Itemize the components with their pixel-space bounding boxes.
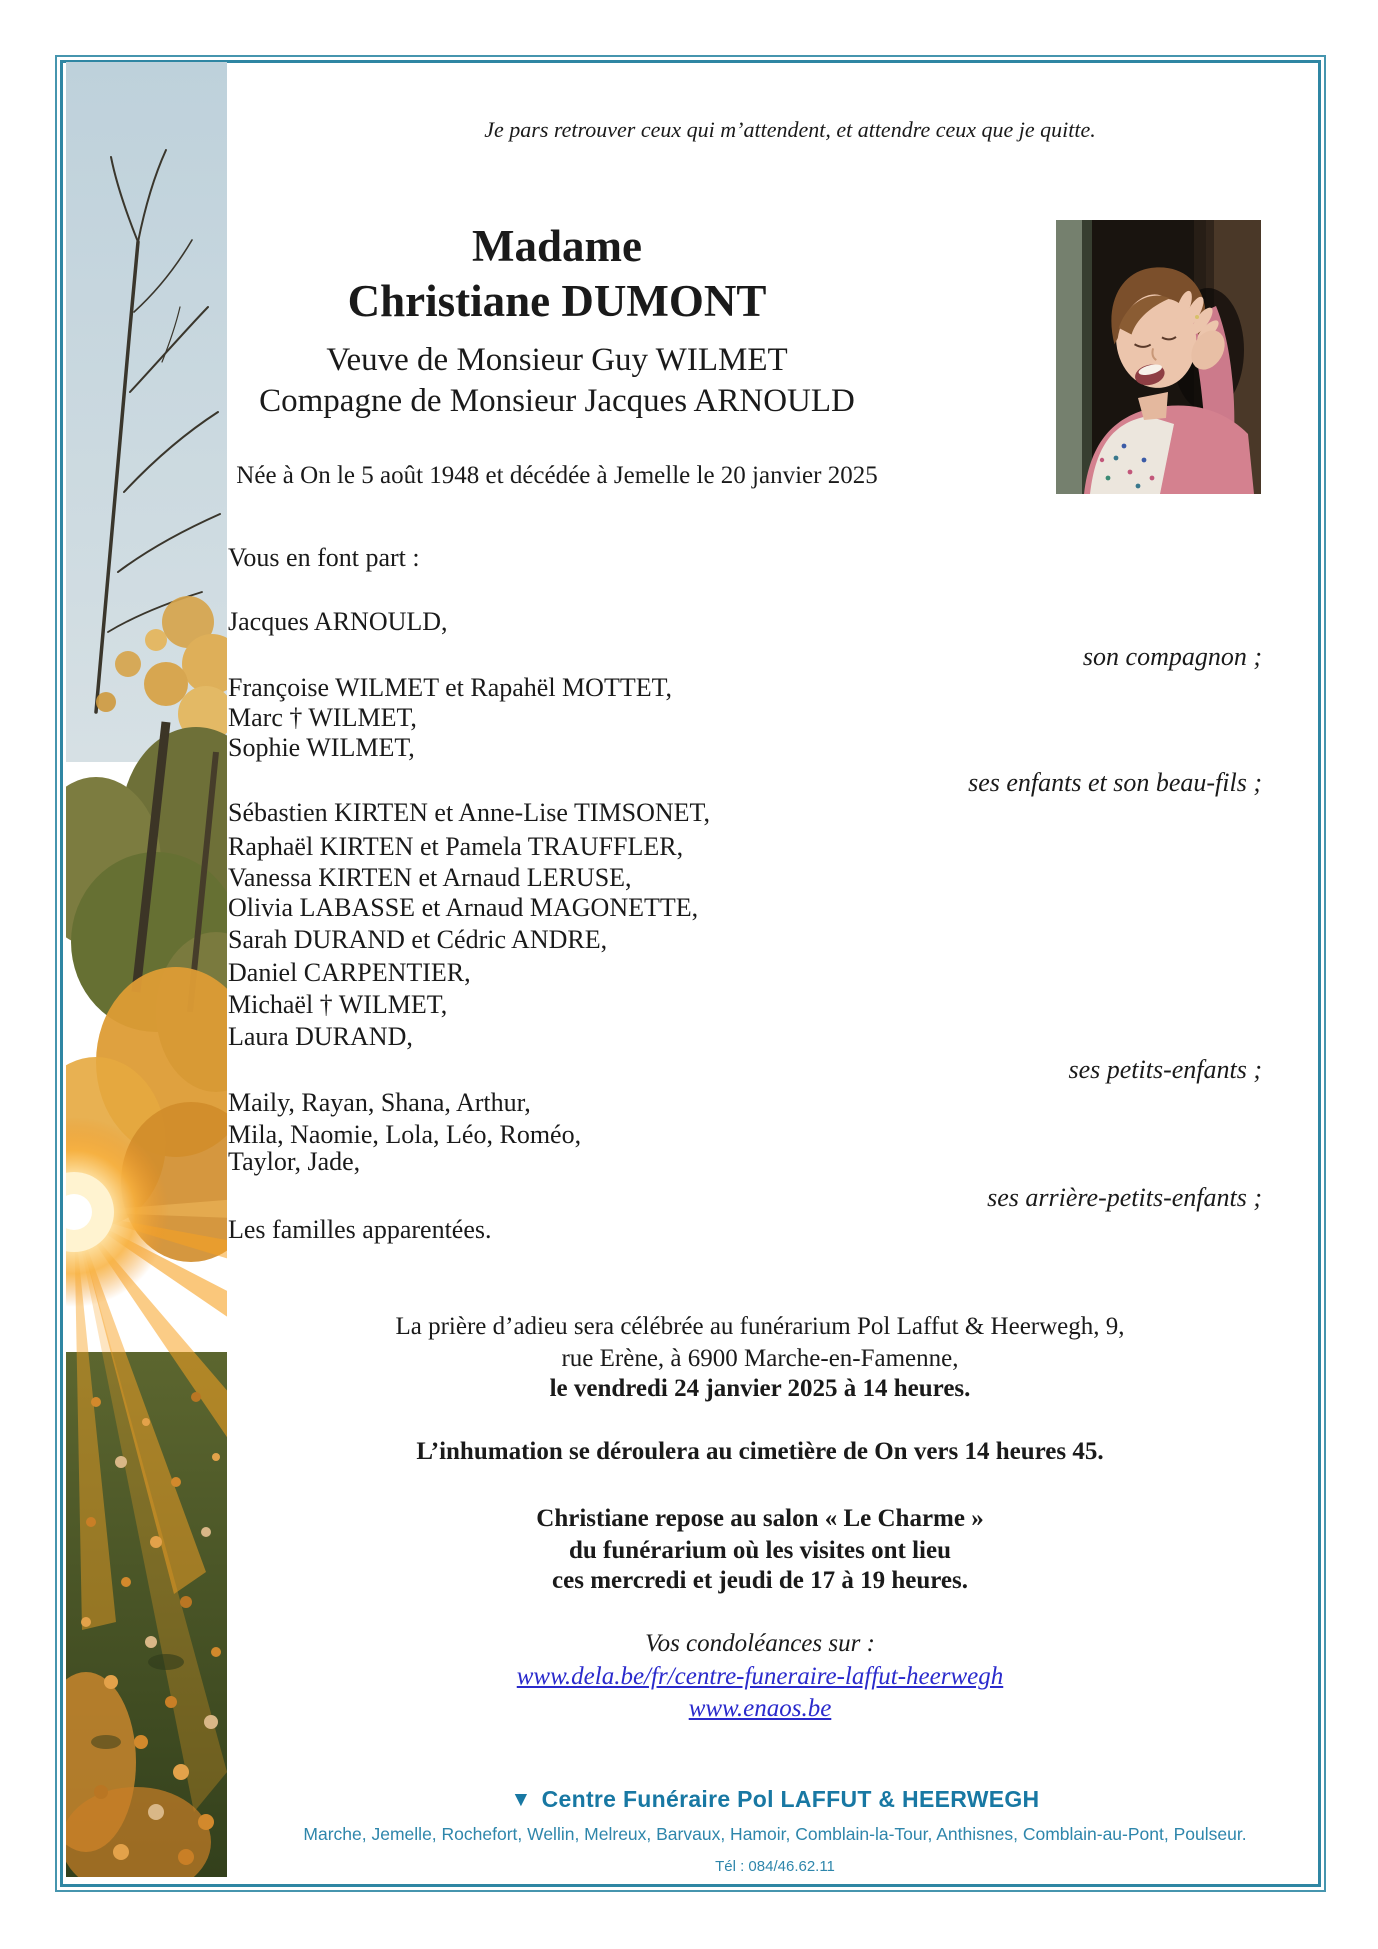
epitaph-quote: Je pars retrouver ceux qui m’attendent, et attendre ceux que je quitte. xyxy=(484,117,1096,142)
family-name: Maily, Rayan, Shana, Arthur, xyxy=(228,1088,531,1117)
funeral-home-phone: Tél : 084/46.62.11 xyxy=(715,1858,835,1875)
condolences-label: Vos condoléances sur : xyxy=(645,1630,875,1657)
family-name: Marc † WILMET, xyxy=(228,703,417,732)
family-name: Françoise WILMET et Rapahël MOTTET, xyxy=(228,673,673,702)
family-name: Sébastien KIRTEN et Anne-Lise TIMSONET, xyxy=(228,798,711,827)
family-name: Vanessa KIRTEN et Arnaud LERUSE, xyxy=(228,863,632,892)
portrait-illustration xyxy=(1056,220,1261,494)
condolences-link-wrap xyxy=(230,1695,1290,1724)
funeral-home-locations: Marche, Jemelle, Rochefort, Wellin, Melreux, Barvaux, Hamoir, Comblain-la-Tour, Anthisnes, Comblain-au-Pont, Poulseur. xyxy=(303,1824,1247,1844)
subtitle-companion: Compagne de Monsieur Jacques ARNOULD xyxy=(259,383,855,419)
family-name: Mila, Naomie, Lola, Léo, Roméo, xyxy=(228,1120,582,1149)
visits-line1: Christiane repose au salon « Le Charme » xyxy=(536,1505,984,1532)
family-name: Jacques ARNOULD, xyxy=(228,607,448,636)
autumn-photo-strip xyxy=(66,62,227,1877)
family-name: Sophie WILMET, xyxy=(228,733,415,762)
ceremony-datetime: le vendredi 24 janvier 2025 à 14 heures. xyxy=(549,1375,971,1402)
relation-label: ses arrière-petits-enfants ; xyxy=(987,1183,1262,1212)
relation-label: ses enfants et son beau-fils ; xyxy=(968,768,1262,797)
autumn-scene-illustration xyxy=(66,62,227,1877)
family-closing: Les familles apparentées. xyxy=(228,1215,492,1244)
funeral-home-name xyxy=(230,1786,1320,1813)
title-madame: Madame xyxy=(472,221,642,271)
relation-label: ses petits-enfants ; xyxy=(1068,1055,1262,1084)
birth-death-dates: Née à On le 5 août 1948 et décédée à Jemelle le 20 janvier 2025 xyxy=(236,462,878,489)
subtitle-widow: Veuve de Monsieur Guy WILMET xyxy=(326,342,788,378)
ceremony-line2: rue Erène, à 6900 Marche-en-Famenne, xyxy=(561,1345,959,1372)
announcement-intro: Vous en font part : xyxy=(228,543,420,572)
visits-line2: du funérarium où les visites ont lieu xyxy=(569,1537,951,1564)
family-name: Taylor, Jade, xyxy=(228,1147,361,1176)
burial-info: L’inhumation se déroulera au cimetière de On vers 14 heures 45. xyxy=(416,1438,1104,1465)
funeral-home-label: Centre Funéraire Pol LAFFUT & HEERWEGH xyxy=(541,1786,1040,1812)
ceremony-line1: La prière d’adieu sera célébrée au funérarium Pol Laffut & Heerwegh, 9, xyxy=(395,1313,1125,1340)
family-name: Sarah DURAND et Cédric ANDRE, xyxy=(228,925,608,954)
condolences-link-dela[interactable]: www.dela.be/fr/centre-funeraire-laffut-heerwegh xyxy=(516,1663,1004,1690)
deceased-name: Christiane DUMONT xyxy=(347,276,767,326)
condolences-link-wrap xyxy=(230,1663,1290,1692)
family-name: Laura DURAND, xyxy=(228,1022,413,1051)
relation-label: son compagnon ; xyxy=(1082,642,1262,671)
portrait-photo xyxy=(1056,220,1261,494)
visits-line3: ces mercredi et jeudi de 17 à 19 heures. xyxy=(552,1567,968,1594)
family-name: Michaël † WILMET, xyxy=(228,990,448,1019)
condolences-link-enaos[interactable]: www.enaos.be xyxy=(688,1695,832,1722)
family-name: Olivia LABASSE et Arnaud MAGONETTE, xyxy=(228,893,699,922)
family-name: Daniel CARPENTIER, xyxy=(228,958,471,987)
triangle-down-icon: ▼ xyxy=(510,1788,532,1811)
family-name: Raphaël KIRTEN et Pamela TRAUFFLER, xyxy=(228,832,684,861)
